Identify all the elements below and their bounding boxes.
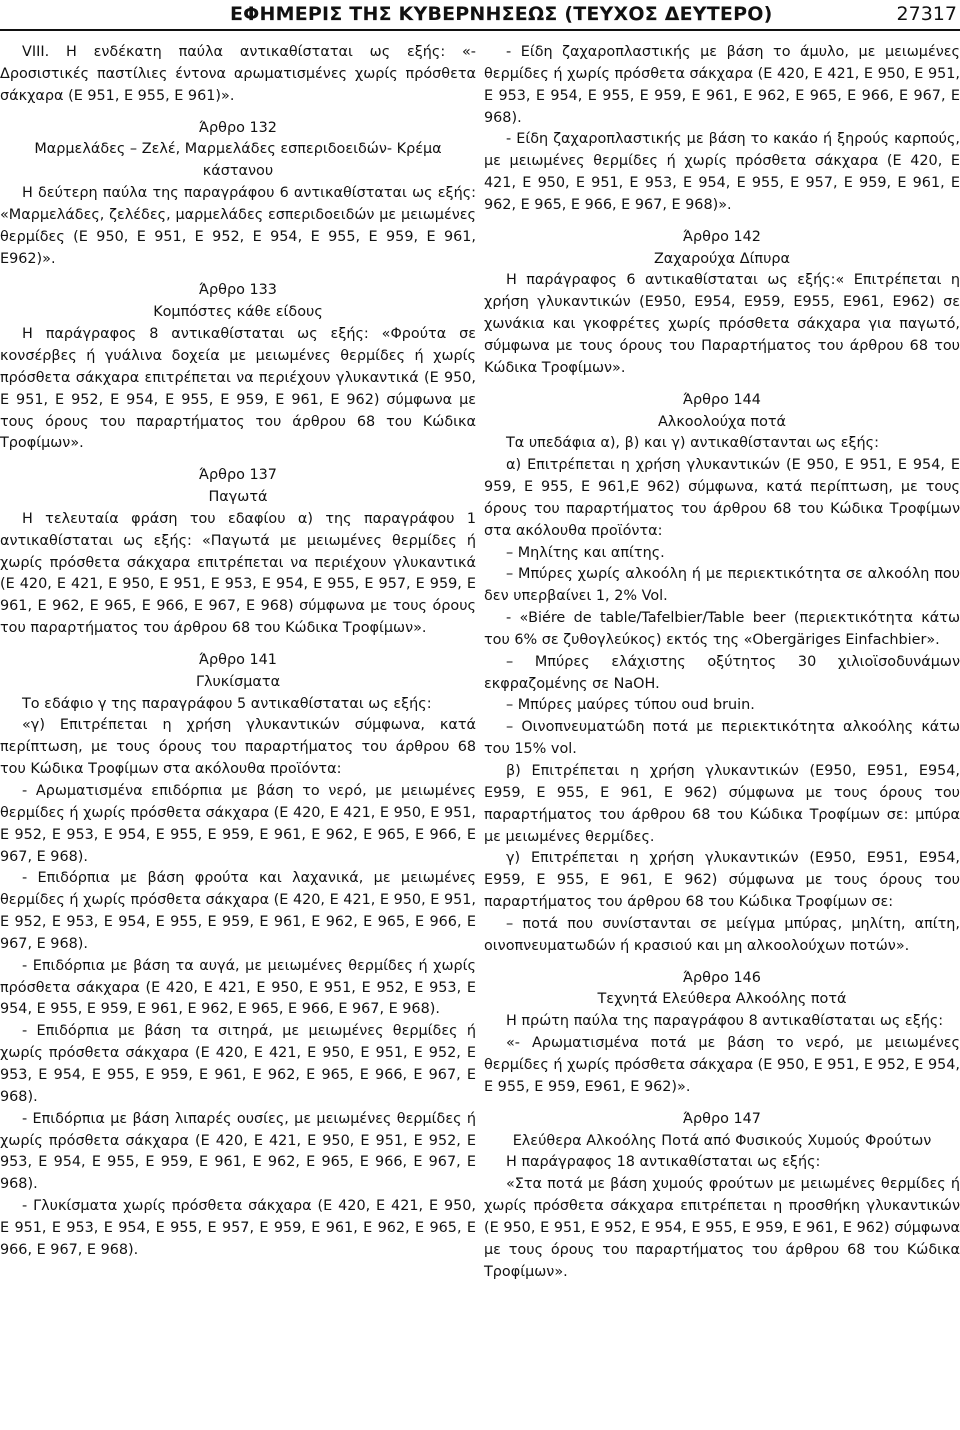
list-item: ‐ Γλυκίσματα χωρίς πρόσθετα σάκχαρα (Ε 420, Ε 421, Ε 950, Ε 951, Ε 953, Ε 954, Ε 955, Ε 957, Ε 959, Ε 961, Ε 962, Ε 965, Ε 966, Ε 967, Ε 968). xyxy=(0,1198,476,1258)
list-item: ‐ «Biére de table/Tafelbier/Table beer (περιεκτικότητα κάτω του 6% σε ζυθογλεύκος) εκτός της «Obergäriges Einfachbier». xyxy=(484,610,960,648)
list-item: ‐ Επιδόρπια με βάση τα αυγά, με μειωμένες θερμίδες ή χωρίς πρόσθετα σάκχαρα (Ε 420, Ε 421, Ε 950, Ε 951, Ε 952, Ε 953, Ε 954, Ε 955, Ε 959, Ε 961, Ε 962, Ε 965, Ε 966, Ε 967, Ε 968). xyxy=(0,957,476,1018)
article-146-number: Άρθρο 146 xyxy=(683,969,761,986)
header-rule xyxy=(0,29,960,31)
list-item: ‐ Επιδόρπια με βάση φρούτα και λαχανικά, με μειωμένες θερμίδες ή χωρίς πρόσθετα σάκχαρα (Ε 420, Ε 421, Ε 950, Ε 951, Ε 952, Ε 953, Ε 954, Ε 955, Ε 959, Ε 961, Ε 962, Ε 965, Ε 966, Ε 967, Ε 968). xyxy=(0,870,476,952)
article-141-intro: Το εδάφιο γ της παραγράφου 5 αντικαθίσταται ως εξής: xyxy=(22,695,432,712)
paragraph-viii: VIII. Η ενδέκατη παύλα αντικαθίσταται ως εξής: «‐ Δροσιστικές παστίλιες έντονα αρωματισμένες χωρίς πρόσθετα σάκχαρα (Ε 951, Ε 955, Ε 961)». xyxy=(0,44,476,104)
list-item: – Μηλίτης και απίτης. xyxy=(506,544,665,561)
page-header xyxy=(0,0,960,40)
list-item: ‐ Επιδόρπια με βάση τα σιτηρά, με μειωμένες θερμίδες ή χωρίς πρόσθετα σάκχαρα (Ε 420, Ε 421, Ε 950, Ε 951, Ε 952, Ε 953, Ε 954, Ε 955, Ε 959, Ε 961, Ε 962, Ε 965, Ε 966, Ε 967, Ε 968). xyxy=(0,1023,476,1105)
article-141-title: Γλυκίσματα xyxy=(195,673,281,690)
article-132-body: Η δεύτερη παύλα της παραγράφου 6 αντικαθίσταται ως εξής: «Μαρμελάδες, ζελέδες, μαρμελάδες εσπεριδοειδών με μειωμένες θερμίδες (Ε 950, Ε 951, Ε 952, Ε 954, Ε 955, Ε 959, Ε 961, Ε962)». xyxy=(0,185,476,267)
article-144-clause-c: γ) Επιτρέπεται η χρήση γλυκαντικών (Ε950, Ε951, Ε954, Ε959, Ε 955, Ε 961, Ε 962) σύμφωνα με τους όρους του παραρτήματος του άρθρου 68 του Κώδικα Τροφίμων σε: xyxy=(484,850,960,911)
article-141-clause: «γ) Επιτρέπεται η χρήση γλυκαντικών σύμφωνα, κατά περίπτωση, με τους όρους του παραρτήματος του άρθρου 68 του Κώδικα Τροφίμων στα ακόλουθα προϊόντα: xyxy=(0,717,476,778)
list-item: ‐ Επιδόρπια με βάση λιπαρές ουσίες, με μειωμένες θερμίδες ή χωρίς πρόσθετα σάκχαρα (Ε 420, Ε 421, Ε 950, Ε 951, Ε 952, Ε 953, Ε 954, Ε 955, Ε 959, Ε 961, Ε 962, Ε 965, Ε 966, Ε 967, Ε 968). xyxy=(0,1110,476,1193)
article-144-number: Άρθρο 144 xyxy=(683,391,761,408)
list-item: – Μπύρες ελάχιστης οξύτητος 30 χιλιοϊσοδυνάμων εκφραζομένης σε NaOH. xyxy=(484,653,960,692)
list-item: – ποτά που συνίστανται σε μείγμα μπύρας, μηλίτη, απίτη, οινοπνευματωδών ή κρασιού και μη αλκοολούχων ποτών». xyxy=(484,915,960,954)
page-number: 27317 xyxy=(896,3,957,25)
article-132-number: Άρθρο 132 xyxy=(199,119,277,136)
article-142-title: Ζαχαρούχα Δίπυρα xyxy=(653,250,791,267)
article-146-title: Τεχνητά Ελεύθερα Αλκοόλης ποτά xyxy=(597,991,847,1008)
list-item: – Μπύρες μαύρες τύπου oud bruin. xyxy=(506,697,755,714)
article-144-clause-b: β) Επιτρέπεται η χρήση γλυκαντικών (Ε950, Ε951, Ε954, Ε959, Ε 955, Ε 961, Ε 962) σύμφωνα με τους όρους του παραρτήματος του άρθρου 68 του Κώδικα Τροφίμων σε: μπύρα με μειωμένες θερμίδες. xyxy=(484,763,960,845)
list-item: – Μπύρες χωρίς αλκοόλη ή με περιεκτικότητα σε αλκοόλη που δεν υπερβαίνει 1, 2% Vol. xyxy=(484,566,960,605)
article-137-number: Άρθρο 137 xyxy=(199,467,277,484)
left-column xyxy=(0,42,476,1262)
article-133-title: Κομπόστες κάθε είδους xyxy=(153,304,323,321)
list-item: ‐ Είδη ζαχαροπλαστικής με βάση το κακάο ή ξηρούς καρπούς, με μειωμένες θερμίδες ή χωρίς πρόσθετα σάκχαρα (Ε 420, Ε 421, Ε 950, Ε 951, Ε 953, Ε 954, Ε 955, Ε 957, Ε 959, Ε 961, Ε 962, Ε 965, Ε 966, Ε 967, Ε 968)». xyxy=(484,131,960,213)
article-144-clause-a: α) Επιτρέπεται η χρήση γλυκαντικών (Ε 950, Ε 951, Ε 954, Ε 959, Ε 955, Ε 961,Ε 962) σύμφωνα, κατά περίπτωση, με τους όρους του παραρτήματος του άρθρου 68 του Κώδικα Τροφίμων στα ακόλουθα προϊόντα: xyxy=(484,457,960,539)
article-146-clause: «‐ Αρωματισμένα ποτά με βάση το νερό, με μειωμένες θερμίδες ή χωρίς πρόσθετα σάκχαρα (Ε 950, Ε 951, Ε 952, Ε 954, Ε 955, Ε 959, Ε961, Ε 962)». xyxy=(484,1035,960,1095)
article-147-intro: Η παράγραφος 18 αντικαθίσταται ως εξής: xyxy=(506,1154,821,1171)
article-142-body: Η παράγραφος 6 αντικαθίσταται ως εξής:« Επιτρέπεται η χρήση γλυκαντικών (Ε950, Ε954, Ε959, Ε955, Ε961, Ε962) σε χωνάκια και γκοφρέτες χωρίς πρόσθετα σάκχαρα για παγωτό, σύμφωνα με τους όρους του Παραρτήματος του άρθρου 68 του Κώδικα Τροφίμων». xyxy=(484,272,960,376)
gazette-title: ΕΦΗΜΕΡΙΣ ΤΗΣ ΚΥΒΕΡΝΗΣΕΩΣ (ΤΕΥΧΟΣ ΔΕΥΤΕΡΟ) xyxy=(230,3,773,25)
article-147-clause: «Στα ποτά με βάση χυμούς φρούτων με μειωμένες θερμίδες ή χωρίς πρόσθετα σάκχαρα επιτρέπεται η προσθήκη γλυκαντικών (Ε 950, Ε 951, Ε 952, Ε 954, Ε 955, Ε 959, Ε 961, Ε 962) σύμφωνα με τους όρους του παραρτήματος του άρθρου 68 του Κώδικα Τροφίμων». xyxy=(484,1176,960,1280)
article-141-number: Άρθρο 141 xyxy=(199,651,277,668)
article-132-title: Μαρμελάδες – Ζελέ, Μαρμελάδες εσπεριδοειδών‐ Κρέμα κάστανου xyxy=(34,141,442,180)
article-146-intro: Η πρώτη παύλα της παραγράφου 8 αντικαθίσταται ως εξής: xyxy=(506,1013,944,1030)
list-item: ‐ Αρωματισμένα επιδόρπια με βάση το νερό, με μειωμένες θερμίδες ή χωρίς πρόσθετα σάκχαρα (Ε 420, Ε 421, Ε 950, Ε 951, Ε 952, Ε 953, Ε 954, Ε 955, Ε 959, Ε 961, Ε 962, Ε 965, Ε 966, Ε 967, Ε 968). xyxy=(0,783,476,865)
list-item: – Οινοπνευματώδη ποτά με περιεκτικότητα αλκοόλης κάτω του 15% vol. xyxy=(484,719,960,758)
article-144-title: Αλκοολούχα ποτά xyxy=(657,413,787,430)
article-133-body: Η παράγραφος 8 αντικαθίσταται ως εξής: «Φρούτα σε κονσέρβες ή γυάλινα δοχεία με μειωμένες θερμίδες ή χωρίς πρόσθετα σάκχαρα επιτρέπεται να περιέχουν γλυκαντικά (Ε 950, Ε 951, Ε 952, Ε 954, Ε 955, Ε 959, Ε 961, Ε 962) σύμφωνα με τους όρους του παραρτήματος του άρθρου 68 του Κώδικα Τροφίμων». xyxy=(0,326,476,452)
list-item: ‐ Είδη ζαχαροπλαστικής με βάση το άμυλο, με μειωμένες θερμίδες ή χωρίς πρόσθετα σάκχαρα (Ε 420, Ε 421, Ε 950, Ε 951, Ε 953, Ε 954, Ε 955, Ε 959, Ε 961, Ε 962, Ε 965, Ε 966, Ε 967, Ε 968). xyxy=(484,44,960,126)
article-137-title: Παγωτά xyxy=(208,489,268,506)
article-133-number: Άρθρο 133 xyxy=(199,282,277,299)
right-column xyxy=(484,42,960,1283)
article-144-intro: Τα υπεδάφια α), β) και γ) αντικαθίστανται ως εξής: xyxy=(506,435,879,452)
article-137-body: Η τελευταία φράση του εδαφίου α) της παραγράφου 1 αντικαθίσταται ως εξής: «Παγωτά με μειωμένες θερμίδες ή χωρίς πρόσθετα σάκχαρα επιτρέπεται να περιέχουν γλυκαντικά (Ε 420, Ε 421, Ε 950, Ε 951, Ε 953, Ε 954, Ε 955, Ε 957, Ε 959, Ε 961, Ε 962, Ε 965, Ε 966, Ε 967, Ε 968) σύμφωνα με τους όρους του παραρτήματος του άρθρου 68 του Κώδικα Τροφίμων». xyxy=(0,510,476,637)
article-142-number: Άρθρο 142 xyxy=(683,228,761,245)
article-147-number: Άρθρο 147 xyxy=(683,1110,761,1127)
article-147-title: Ελεύθερα Αλκοόλης Ποτά από Φυσικούς Χυμούς Φρούτων xyxy=(512,1132,932,1149)
